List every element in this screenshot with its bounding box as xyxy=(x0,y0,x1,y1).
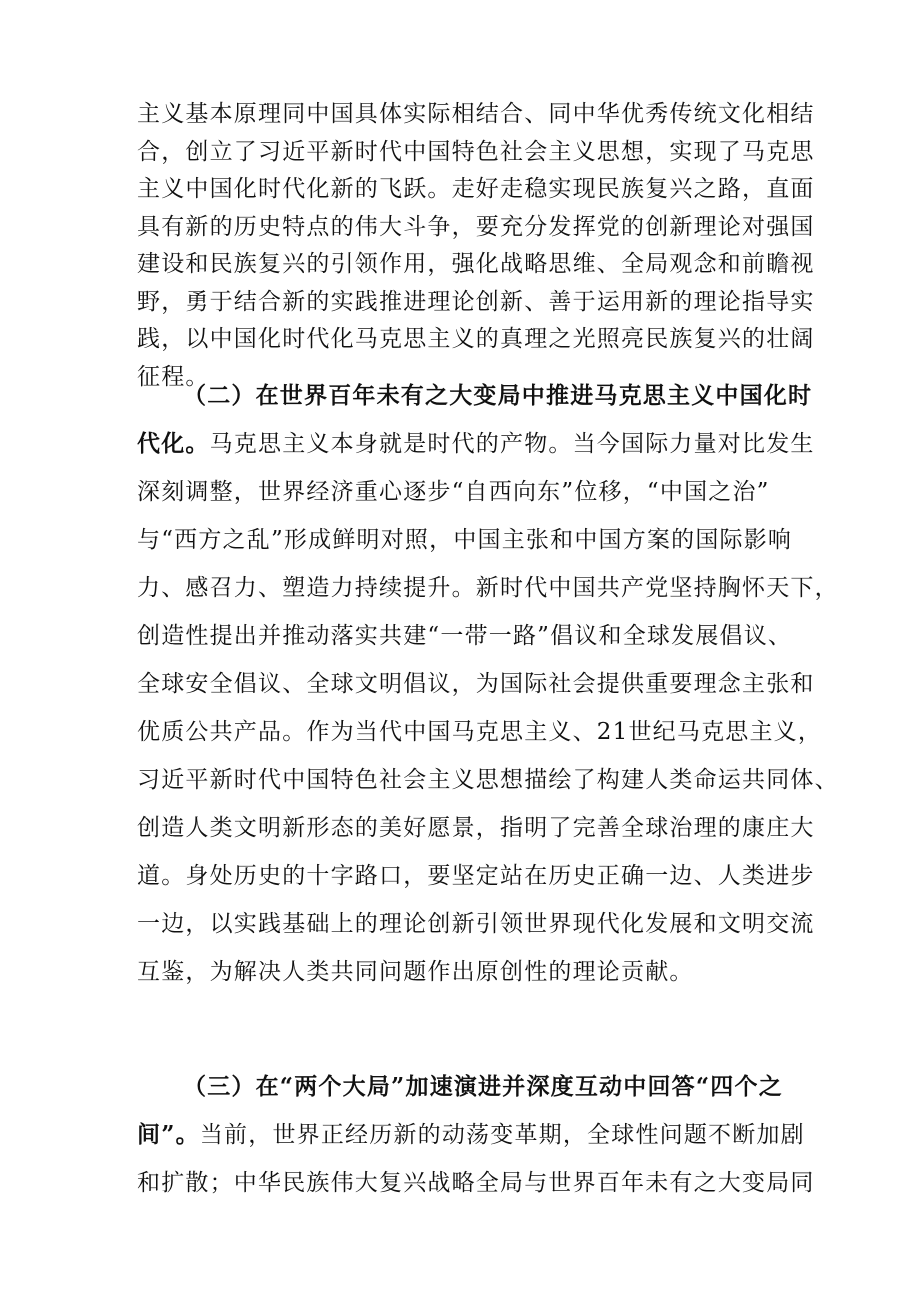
text-fragment: 当前，世界正经历新的动荡变革期，全球性问题不断加剧 xyxy=(199,1122,805,1148)
text-line: 征程。 xyxy=(137,363,210,390)
section-heading: （二）在世界百年未有之大变局中推进马克思主义中国化时 xyxy=(183,382,813,409)
text-line: 和扩散；中华民族伟大复兴战略全局与世界百年未有之大变局同 xyxy=(137,1170,815,1196)
text-line: 道。身处历史的十字路口，要坚定站在历史正确一边、人类进步 xyxy=(137,863,815,889)
text-line: 习近平新时代中国特色社会主义思想描绘了构建人类命运共同体、 xyxy=(137,767,839,793)
text-line: 优质公共产品。作为当代中国马克思主义、21世纪马克思主义， xyxy=(137,719,823,745)
section-heading-end: 间”。 xyxy=(137,1121,200,1148)
text-line xyxy=(137,420,815,468)
text-fragment: 马克思主义本身就是时代的产物。当今国际力量对比发生 xyxy=(209,431,815,457)
text-line: 力、感召力、塑造力持续提升。新时代中国共产党坚持胸怀天下， xyxy=(137,575,839,601)
text-line: 创造性提出并推动落实共建“一带一路”倡议和全球发展倡议、 xyxy=(137,623,793,649)
text-line xyxy=(137,1111,805,1159)
text-line: 具有新的历史特点的伟大斗争，要充分发挥党的创新理论对强国 xyxy=(137,213,815,240)
text-line: 互鉴，为解决人类共同问题作出原创性的理论贡献。 xyxy=(137,959,694,985)
text-line: 主义基本原理同中国具体实际相结合、同中华优秀传统文化相结 xyxy=(137,101,815,127)
text-line: 野，勇于结合新的实践推进理论创新、善于运用新的理论指导实 xyxy=(137,288,815,315)
section-three-paragraph xyxy=(137,1063,815,1207)
text-line: 主义中国化时代化新的飞跃。走好走稳实现民族复兴之路，直面 xyxy=(137,176,815,202)
text-line: 一边，以实践基础上的理论创新引领世界现代化发展和文明交流 xyxy=(137,911,815,937)
text-line: 深刻调整，世界经济重心逐步“自西向东”位移，“中国之治” xyxy=(137,479,770,505)
text-line: 与“西方之乱”形成鲜明对照，中国主张和中国方案的国际影响 xyxy=(137,527,793,553)
text-line: 践，以中国化时代化马克思主义的真理之光照亮民族复兴的壮阔 xyxy=(137,326,815,352)
section-heading: （三）在“两个大局”加速演进并深度互动中回答“四个之 xyxy=(183,1073,783,1100)
section-heading-end: 代化。 xyxy=(137,430,210,457)
text-line: 建设和民族复兴的引领作用，强化战略思维、全局观念和前瞻视 xyxy=(137,251,815,277)
paragraph-continuation xyxy=(137,96,815,396)
text-line: 合，创立了习近平新时代中国特色社会主义思想，实现了马克思 xyxy=(137,138,815,165)
section-two-paragraph xyxy=(137,372,839,996)
text-line: 全球安全倡议、全球文明倡议，为国际社会提供重要理念主张和 xyxy=(137,671,815,697)
text-line: 创造人类文明新形态的美好愿景，指明了完善全球治理的康庄大 xyxy=(137,815,815,841)
